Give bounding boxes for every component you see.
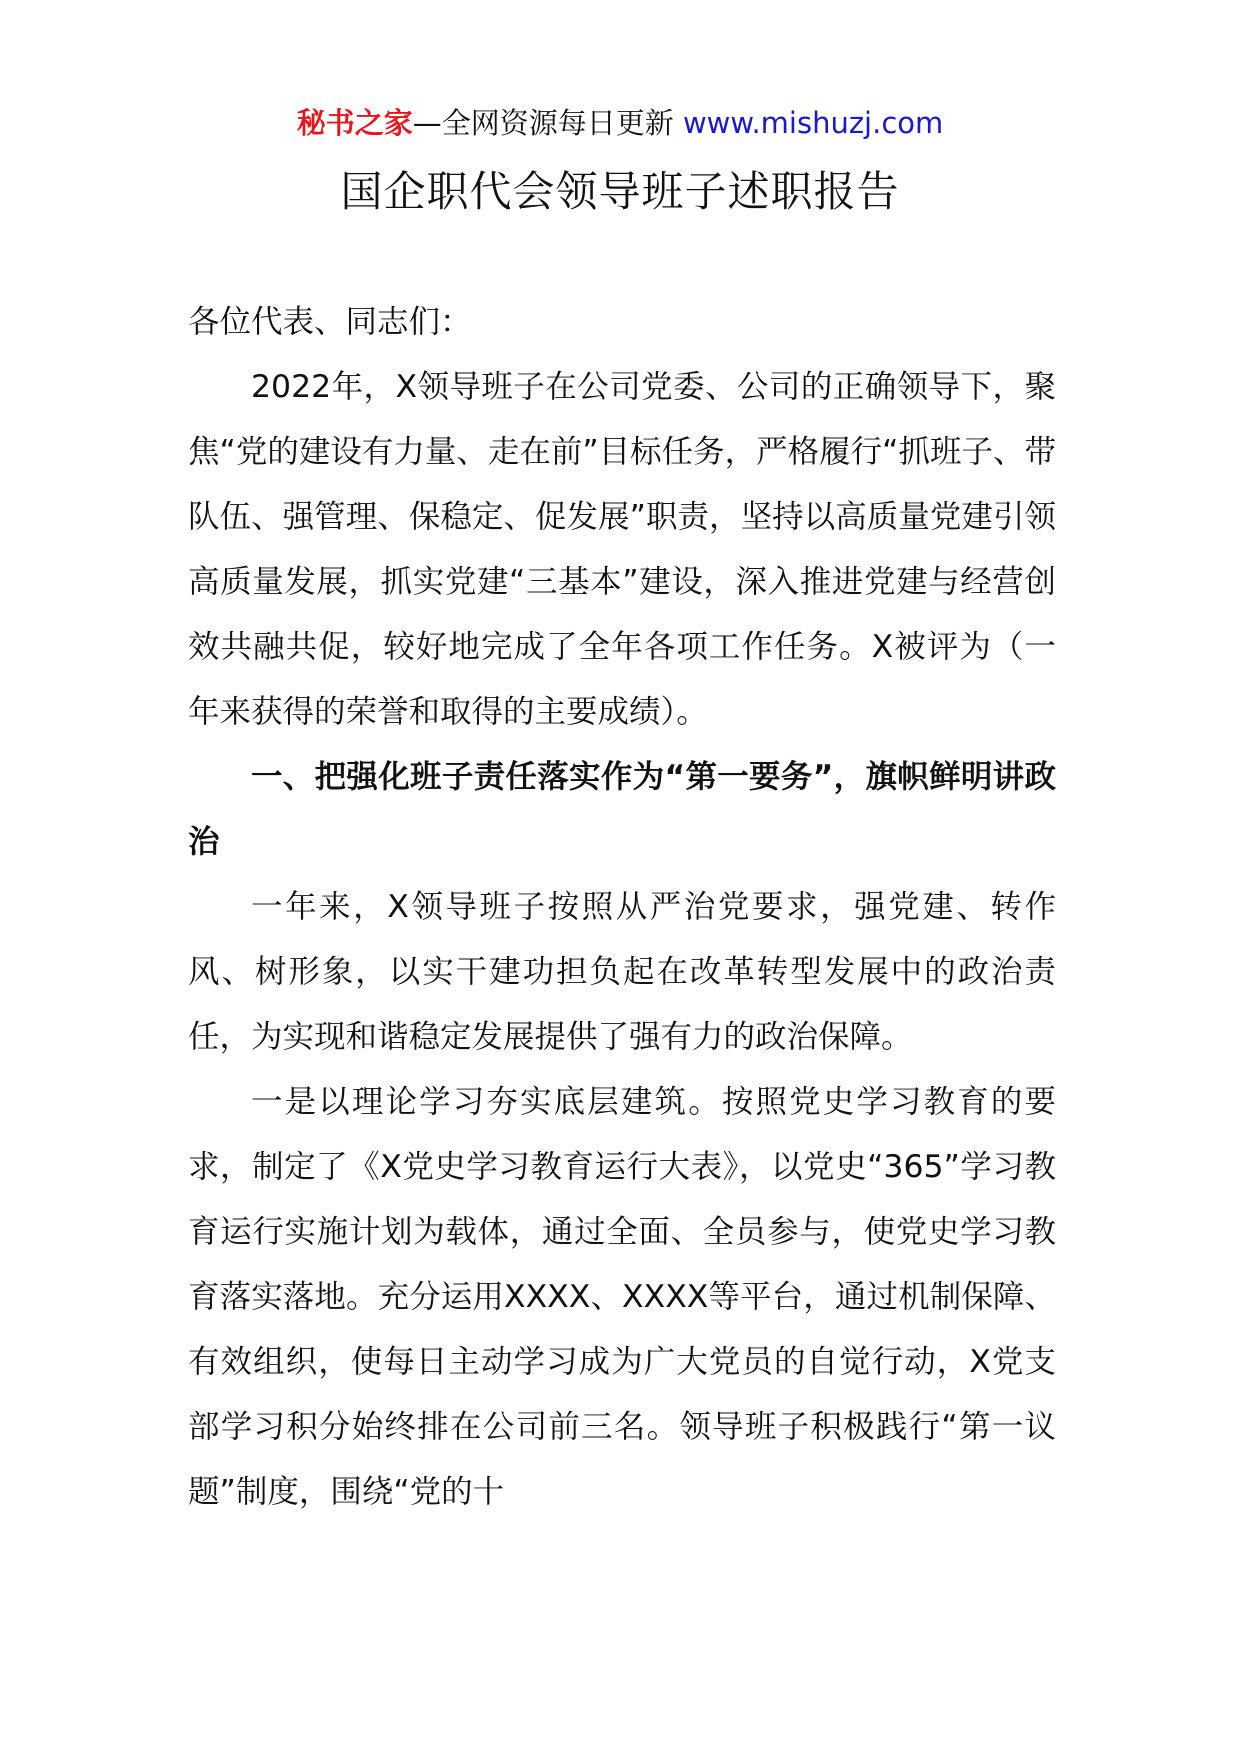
salutation: 各位代表、同志们：	[188, 304, 472, 340]
paragraph: 一年来，X领导班子按照从严治党要求，强党建、转作风、树形象，以实干建功担负起在改革转型发展中的政治责任，为实现和谐稳定发展提供了强有力的政治保障。	[188, 889, 1056, 1055]
site-url-link[interactable]: www.mishuzj.com	[682, 106, 944, 140]
banner-slogan: —全网资源每日更新	[412, 106, 683, 140]
paragraph: 2022年，X领导班子在公司党委、公司的正确领导下，聚焦“党的建设有力量、走在前”目标任务，严格履行“抓班子、带队伍、强管理、保稳定、促发展”职责，坚持以高质量党建引领高质量发展，抓实党建“三基本”建设，深入推进党建与经营创效共融共促，较好地完成了全年各项工作任务。X被评为（一年来获得的荣誉和取得的主要成绩）。	[188, 369, 1056, 730]
section-heading: 一、把强化班子责任落实作为“第一要务”，旗帜鲜明讲政治	[188, 759, 1056, 860]
document-title: 国企职代会领导班子述职报告	[340, 167, 900, 216]
brand-name: 秘书之家	[296, 106, 413, 140]
site-banner	[0, 100, 1240, 146]
document-body	[188, 290, 1056, 1525]
paragraph: 一是以理论学习夯实底层建筑。按照党史学习教育的要求，制定了《X党史学习教育运行大表》，以党史“365”学习教育运行实施计划为载体，通过全面、全员参与，使党史学习教育落实落地。充分运用XXXX、XXXX等平台，通过机制保障、有效组织，使每日主动学习成为广大党员的自觉行动，X党支部学习积分始终排在公司前三名。领导班子积极践行“第一议题”制度，围绕“党的十	[188, 1084, 1056, 1510]
